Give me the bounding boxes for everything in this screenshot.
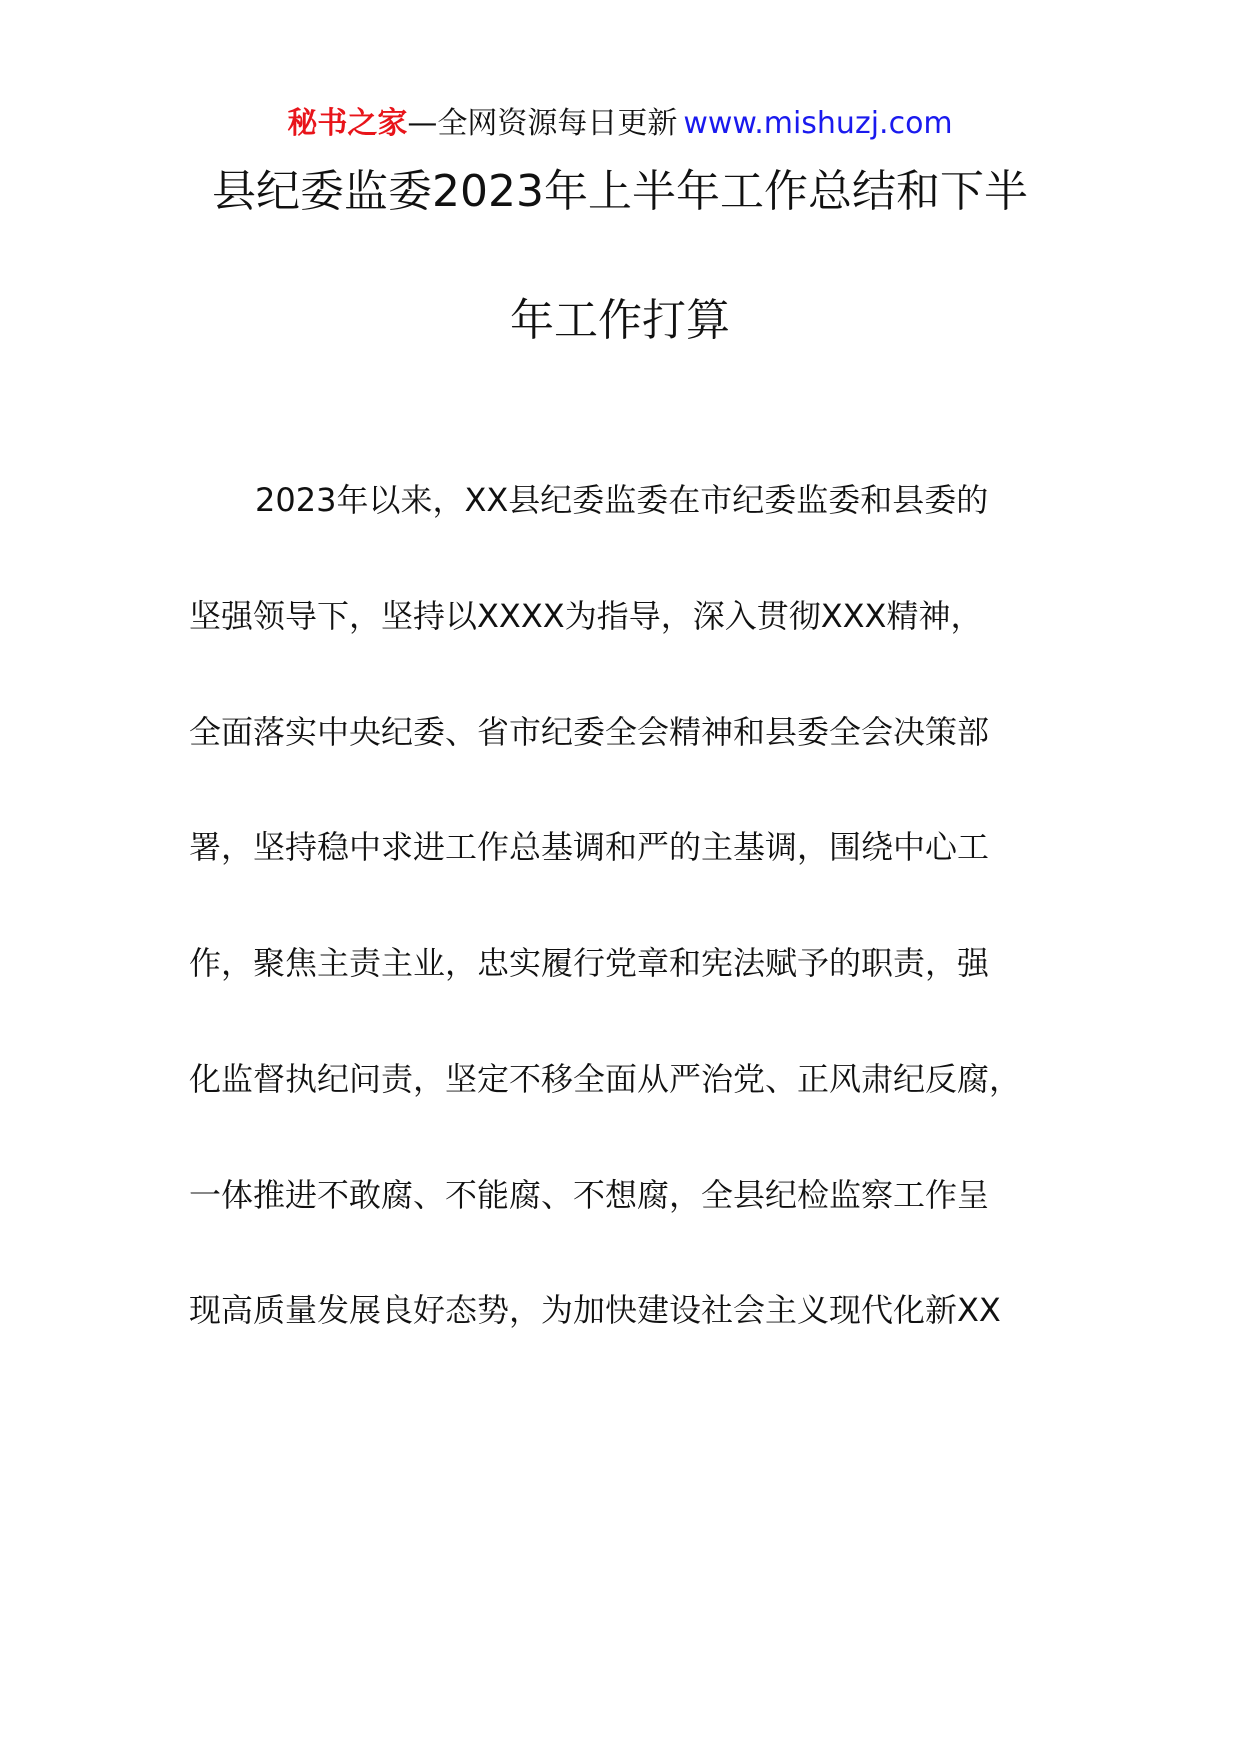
body-text-line: 现高质量发展良好态势，为加快建设社会主义现代化新XX bbox=[189, 1291, 1001, 1329]
document-title-line-1: 县纪委监委2023年上半年工作总结和下半 bbox=[212, 166, 1028, 217]
body-text-line: 一体推进不敢腐、不能腐、不想腐，全县纪检监察工作呈 bbox=[189, 1176, 990, 1214]
site-link[interactable]: www.mishuzj.com bbox=[683, 106, 953, 141]
body-text-line: 作，聚焦主责主业，忠实履行党章和宪法赋予的职责，强 bbox=[189, 944, 990, 982]
body-text-line: 全面落实中央纪委、省市纪委全会精神和县委全会决策部 bbox=[189, 713, 990, 751]
document-title-line-2: 年工作打算 bbox=[510, 295, 730, 346]
site-header bbox=[0, 104, 1240, 144]
body-text-line: 坚强领导下，坚持以XXXX为指导，深入贯彻XXX精神， bbox=[189, 597, 983, 635]
body-text-line: 2023年以来，XX县纪委监委在市纪委监委和县委的 bbox=[255, 481, 989, 519]
body-text-line: 署，坚持稳中求进工作总基调和严的主基调，围绕中心工 bbox=[189, 828, 990, 866]
header-tagline: —全网资源每日更新 bbox=[407, 106, 678, 141]
brand-name: 秘书之家 bbox=[287, 106, 408, 141]
body-text-line: 化监督执纪问责，坚定不移全面从严治党、正风肃纪反腐， bbox=[189, 1060, 1022, 1098]
